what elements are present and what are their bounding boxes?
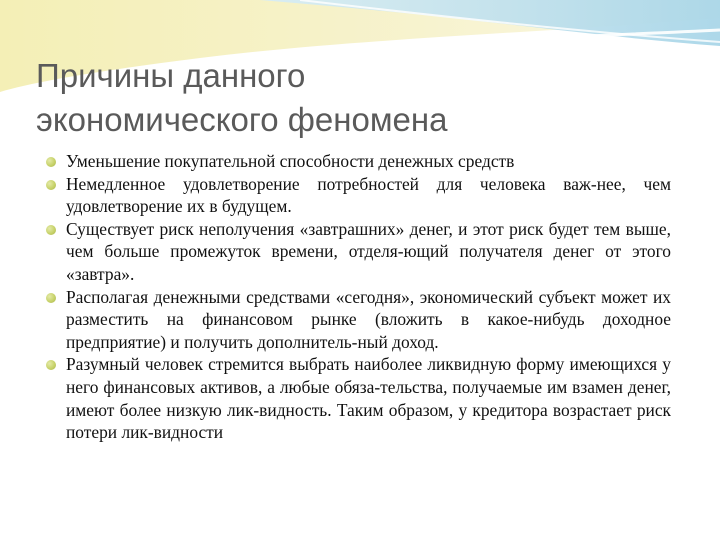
list-item-text: Существует риск неполучения «завтрашних» денег, и этот риск будет тем выше, чем больше промежуток времени, отделя-ющий получателя денег от этого «завтра». (66, 218, 671, 284)
round-bullet-icon (46, 157, 56, 167)
list-item (46, 150, 671, 173)
round-bullet-icon (46, 180, 56, 190)
slide-title (36, 54, 686, 142)
round-bullet-icon (46, 225, 56, 235)
list-item (46, 173, 671, 218)
list-item (46, 353, 671, 443)
title-line-1: Причины данного (36, 57, 306, 94)
round-bullet-icon (46, 360, 56, 370)
round-bullet-icon (46, 293, 56, 303)
list-item-text: Разумный человек стремится выбрать наиболее ликвидную форму имеющихся у него финансовых активов, а любые обяза-тельства, получаемые им взамен денег, имеют более низкую лик-видность. Таким образом, у кредитора возрастает риск потери лик-видности (66, 354, 671, 443)
list-item (46, 286, 671, 354)
list-item (46, 218, 671, 286)
list-item-text: Уменьшение покупательной способности денежных средств (66, 151, 515, 171)
bullet-list (46, 150, 671, 444)
list-item-text: Немедленное удовлетворение потребностей для человека важ-нее, чем удовлетворение их в будущем. (66, 173, 671, 217)
title-line-2: экономического феномена (36, 101, 448, 138)
list-item-text: Располагая денежными средствами «сегодня», экономический субъект может их разместить на финансовом рынке (вложить в какое-нибудь доходное предприятие) и получить дополнитель-ный доход. (66, 286, 671, 352)
